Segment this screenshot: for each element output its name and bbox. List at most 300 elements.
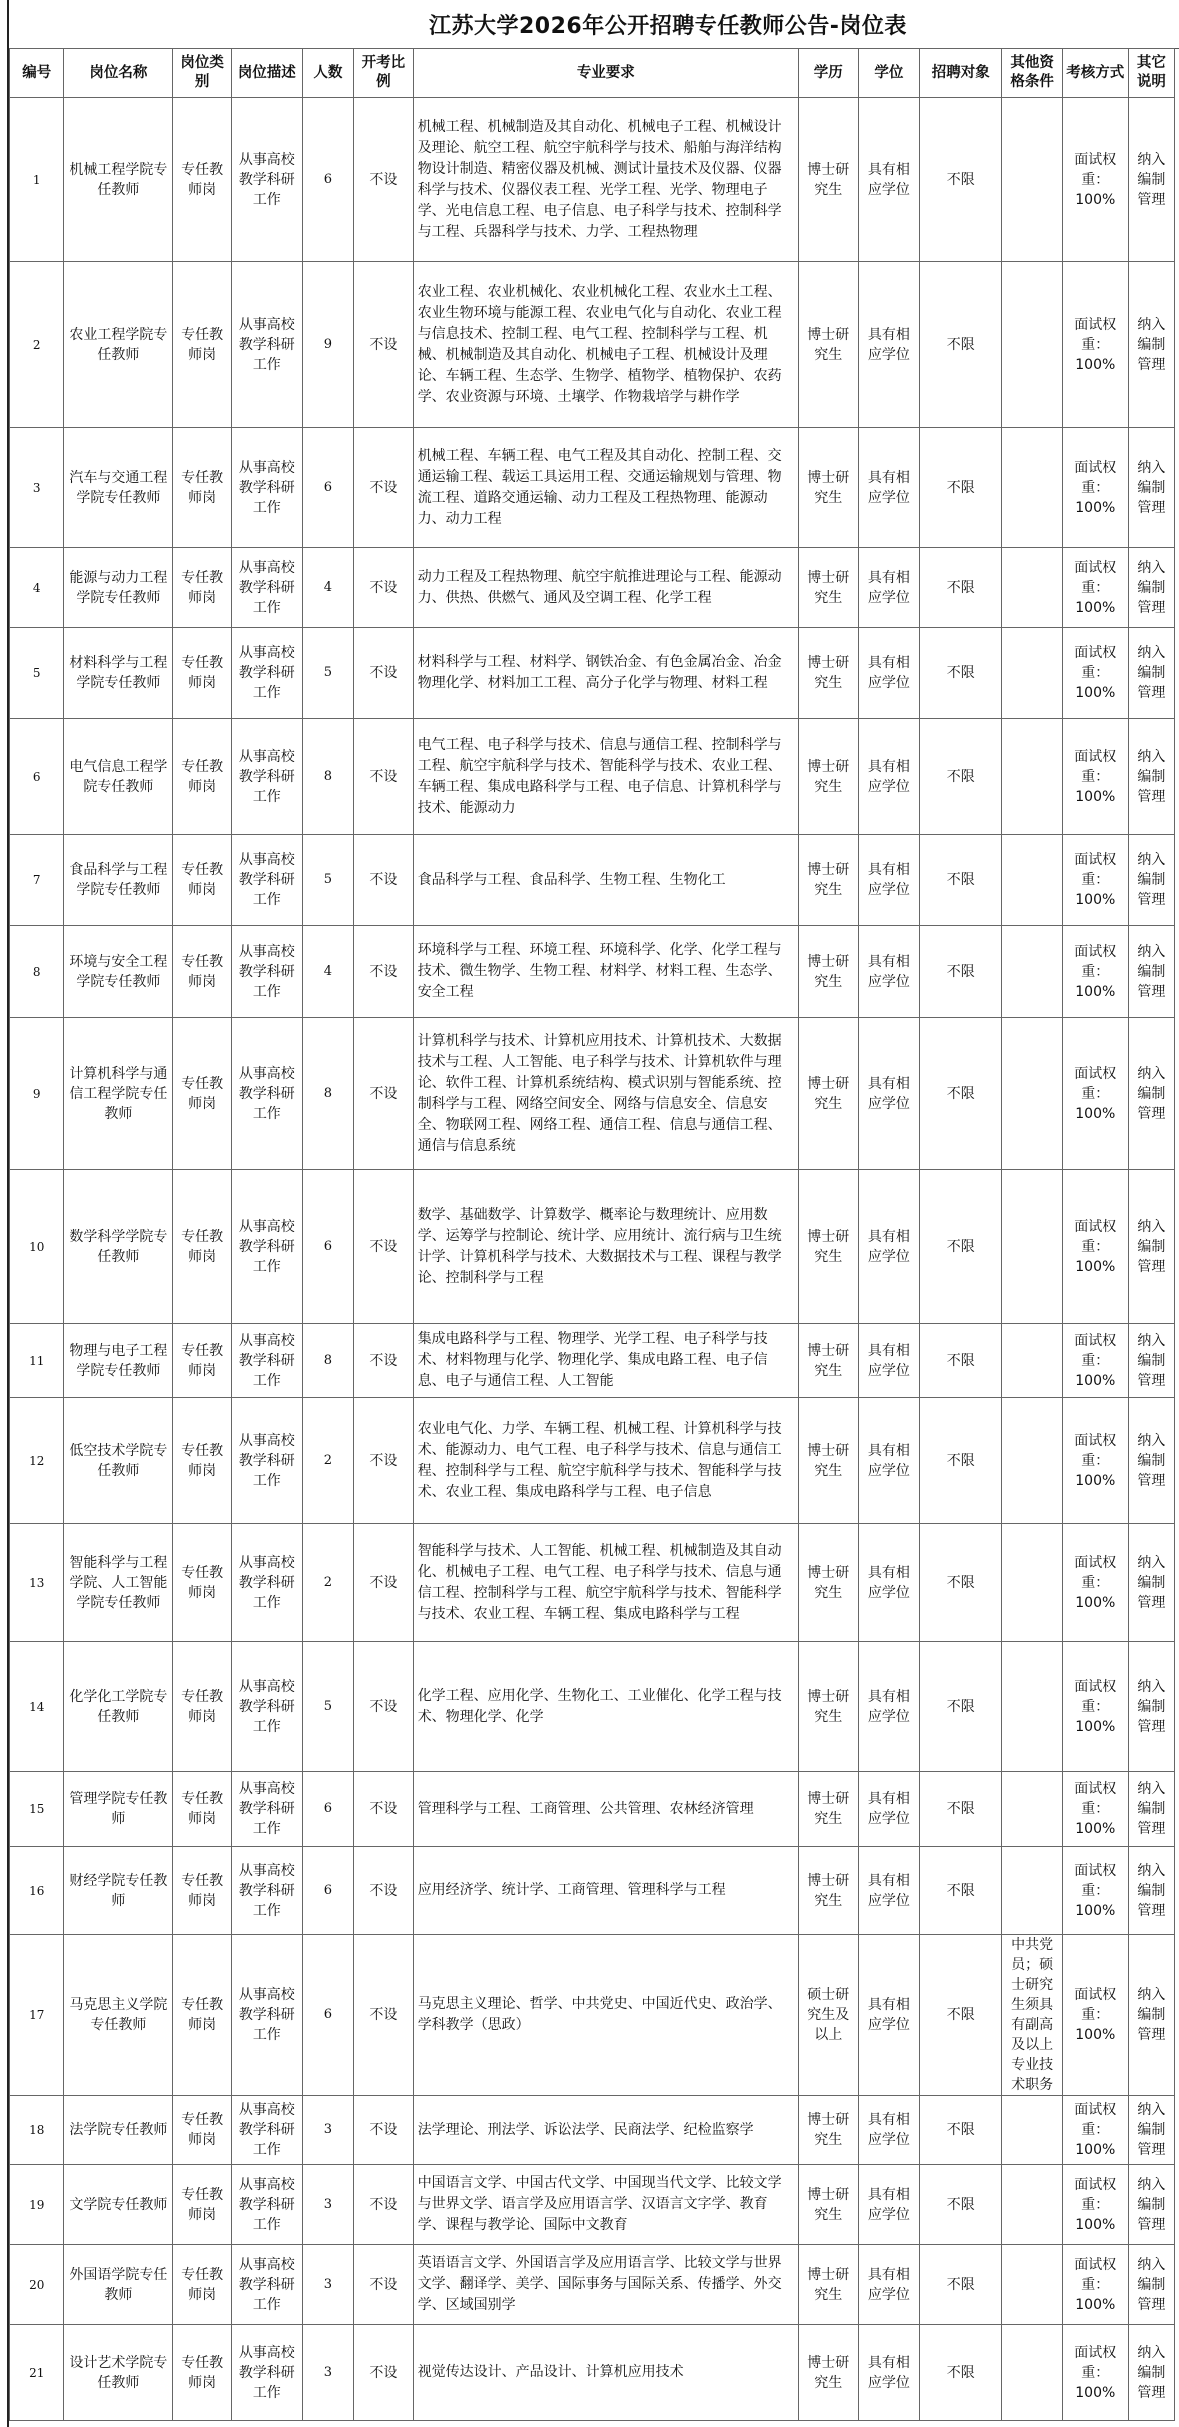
cell-target: 不限: [920, 1324, 1002, 1398]
cell-major: 法学理论、刑法学、诉讼法学、民商法学、纪检监察学: [413, 2096, 798, 2165]
cell-ratio: 不设: [354, 1642, 414, 1772]
cell-no: 1: [10, 98, 64, 262]
cell-degree: 具有相应学位: [858, 1772, 920, 1847]
cell-ratio: 不设: [354, 628, 414, 719]
cell-no: 11: [10, 1324, 64, 1398]
cell-other: [1002, 2096, 1063, 2165]
cell-target: 不限: [920, 2245, 1002, 2325]
cell-edu: 博士研究生: [798, 262, 858, 428]
cell-degree: 具有相应学位: [858, 2096, 920, 2165]
cell-exam: 面试权重：100%: [1062, 2245, 1128, 2325]
cell-name: 管理学院专任教师: [64, 1772, 173, 1847]
cell-note: 纳入编制管理: [1128, 1642, 1174, 1772]
cell-count: 6: [302, 428, 353, 548]
cell-other: [1002, 1772, 1063, 1847]
cell-other: [1002, 1847, 1063, 1935]
cell-count: 9: [302, 262, 353, 428]
cell-exam: 面试权重：100%: [1062, 98, 1128, 262]
cell-degree: 具有相应学位: [858, 2325, 920, 2421]
cell-desc: 从事高校教学科研工作: [231, 1642, 302, 1772]
cell-exam: 面试权重：100%: [1062, 1642, 1128, 1772]
cell-degree: 具有相应学位: [858, 428, 920, 548]
cell-edu: 博士研究生: [798, 2096, 858, 2165]
cell-no: 5: [10, 628, 64, 719]
cell-degree: 具有相应学位: [858, 1170, 920, 1324]
cell-major: 化学工程、应用化学、生物化工、工业催化、化学工程与技术、物理化学、化学: [413, 1642, 798, 1772]
cell-other: [1002, 98, 1063, 262]
cell-ratio: 不设: [354, 1772, 414, 1847]
table-row: [10, 628, 1175, 719]
cell-category: 专任教师岗: [173, 1018, 232, 1170]
cell-desc: 从事高校教学科研工作: [231, 2325, 302, 2421]
cell-desc: 从事高校教学科研工作: [231, 548, 302, 628]
cell-category: 专任教师岗: [173, 2096, 232, 2165]
cell-desc: 从事高校教学科研工作: [231, 98, 302, 262]
cell-target: 不限: [920, 548, 1002, 628]
cell-major: 农业工程、农业机械化、农业机械化工程、农业水土工程、农业生物环境与能源工程、农业电气化与自动化、农业工程与信息技术、控制工程、电气工程、控制科学与工程、机械、机械制造及其自动化、机械电子工程、机械设计及理论、车辆工程、生态学、生物学、植物学、植物保护、农药学、农业资源与环境、土壤学、作物栽培学与耕作学: [413, 262, 798, 428]
cell-note: 纳入编制管理: [1128, 1935, 1174, 2096]
cell-count: 5: [302, 835, 353, 926]
cell-exam: 面试权重：100%: [1062, 926, 1128, 1018]
cell-desc: 从事高校教学科研工作: [231, 628, 302, 719]
cell-other: 中共党员；硕士研究生须具有副高及以上专业技术职务: [1002, 1935, 1063, 2096]
cell-count: 8: [302, 1324, 353, 1398]
table-row: [10, 548, 1175, 628]
cell-ratio: 不设: [354, 98, 414, 262]
cell-note: 纳入编制管理: [1128, 1772, 1174, 1847]
cell-no: 21: [10, 2325, 64, 2421]
cell-degree: 具有相应学位: [858, 1847, 920, 1935]
cell-other: [1002, 835, 1063, 926]
cell-exam: 面试权重：100%: [1062, 2165, 1128, 2245]
cell-desc: 从事高校教学科研工作: [231, 2165, 302, 2245]
table-row: [10, 1524, 1175, 1642]
cell-name: 能源与动力工程学院专任教师: [64, 548, 173, 628]
cell-name: 电气信息工程学院专任教师: [64, 719, 173, 835]
cell-degree: 具有相应学位: [858, 1018, 920, 1170]
cell-major: 视觉传达设计、产品设计、计算机应用技术: [413, 2325, 798, 2421]
header-major: 专业要求: [413, 49, 798, 98]
cell-other: [1002, 262, 1063, 428]
table-row: [10, 428, 1175, 548]
header-no: 编号: [10, 49, 64, 98]
cell-no: 4: [10, 548, 64, 628]
cell-major: 英语语言文学、外国语言学及应用语言学、比较文学与世界文学、翻译学、美学、国际事务与国际关系、传播学、外交学、区域国别学: [413, 2245, 798, 2325]
cell-major: 应用经济学、统计学、工商管理、管理科学与工程: [413, 1847, 798, 1935]
cell-degree: 具有相应学位: [858, 548, 920, 628]
cell-degree: 具有相应学位: [858, 926, 920, 1018]
table-row: [10, 1935, 1175, 2096]
cell-note: 纳入编制管理: [1128, 262, 1174, 428]
cell-note: 纳入编制管理: [1128, 719, 1174, 835]
cell-category: 专任教师岗: [173, 1935, 232, 2096]
header-target: 招聘对象: [920, 49, 1002, 98]
cell-note: 纳入编制管理: [1128, 2096, 1174, 2165]
table-row: [10, 1398, 1175, 1524]
cell-name: 食品科学与工程学院专任教师: [64, 835, 173, 926]
cell-count: 3: [302, 2325, 353, 2421]
cell-exam: 面试权重：100%: [1062, 1847, 1128, 1935]
cell-major: 数学、基础数学、计算数学、概率论与数理统计、应用数学、运筹学与控制论、统计学、应用统计、流行病与卫生统计学、计算机科学与技术、大数据技术与工程、课程与教学论、控制科学与工程: [413, 1170, 798, 1324]
header-other: 其他资格条件: [1002, 49, 1063, 98]
cell-category: 专任教师岗: [173, 1324, 232, 1398]
cell-desc: 从事高校教学科研工作: [231, 1772, 302, 1847]
cell-ratio: 不设: [354, 1524, 414, 1642]
cell-degree: 具有相应学位: [858, 98, 920, 262]
cell-exam: 面试权重：100%: [1062, 628, 1128, 719]
cell-desc: 从事高校教学科研工作: [231, 1935, 302, 2096]
cell-count: 4: [302, 926, 353, 1018]
table-row: [10, 1642, 1175, 1772]
header-desc: 岗位描述: [231, 49, 302, 98]
cell-count: 2: [302, 1398, 353, 1524]
cell-no: 16: [10, 1847, 64, 1935]
cell-note: 纳入编制管理: [1128, 2165, 1174, 2245]
cell-category: 专任教师岗: [173, 262, 232, 428]
cell-target: 不限: [920, 428, 1002, 548]
cell-exam: 面试权重：100%: [1062, 262, 1128, 428]
table-row: [10, 719, 1175, 835]
cell-edu: 博士研究生: [798, 548, 858, 628]
cell-count: 5: [302, 1642, 353, 1772]
cell-degree: 具有相应学位: [858, 1524, 920, 1642]
cell-exam: 面试权重：100%: [1062, 1018, 1128, 1170]
cell-edu: 博士研究生: [798, 98, 858, 262]
cell-category: 专任教师岗: [173, 2325, 232, 2421]
cell-exam: 面试权重：100%: [1062, 1324, 1128, 1398]
cell-other: [1002, 2165, 1063, 2245]
cell-ratio: 不设: [354, 719, 414, 835]
cell-ratio: 不设: [354, 2165, 414, 2245]
cell-degree: 具有相应学位: [858, 262, 920, 428]
cell-category: 专任教师岗: [173, 428, 232, 548]
cell-degree: 具有相应学位: [858, 719, 920, 835]
cell-target: 不限: [920, 2325, 1002, 2421]
cell-other: [1002, 1170, 1063, 1324]
cell-ratio: 不设: [354, 2245, 414, 2325]
cell-other: [1002, 1324, 1063, 1398]
cell-count: 4: [302, 548, 353, 628]
cell-exam: 面试权重：100%: [1062, 835, 1128, 926]
cell-edu: 博士研究生: [798, 1524, 858, 1642]
cell-major: 机械工程、机械制造及其自动化、机械电子工程、机械设计及理论、航空工程、航空宇航科学与技术、船舶与海洋结构物设计制造、精密仪器及机械、测试计量技术及仪器、仪器科学与技术、仪器仪表工程、光学工程、光学、物理电子学、光电信息工程、电子信息、电子科学与技术、控制科学与工程、兵器科学与技术、力学、工程热物理: [413, 98, 798, 262]
cell-degree: 具有相应学位: [858, 1935, 920, 2096]
cell-desc: 从事高校教学科研工作: [231, 428, 302, 548]
cell-category: 专任教师岗: [173, 1847, 232, 1935]
table-row: [10, 2096, 1175, 2165]
cell-major: 食品科学与工程、食品科学、生物工程、生物化工: [413, 835, 798, 926]
header-name: 岗位名称: [64, 49, 173, 98]
cell-no: 15: [10, 1772, 64, 1847]
cell-no: 13: [10, 1524, 64, 1642]
cell-target: 不限: [920, 1398, 1002, 1524]
cell-category: 专任教师岗: [173, 98, 232, 262]
cell-name: 法学院专任教师: [64, 2096, 173, 2165]
cell-name: 财经学院专任教师: [64, 1847, 173, 1935]
cell-category: 专任教师岗: [173, 548, 232, 628]
cell-count: 8: [302, 1018, 353, 1170]
cell-edu: 博士研究生: [798, 1324, 858, 1398]
cell-ratio: 不设: [354, 428, 414, 548]
cell-exam: 面试权重：100%: [1062, 1398, 1128, 1524]
cell-edu: 硕士研究生及以上: [798, 1935, 858, 2096]
cell-exam: 面试权重：100%: [1062, 2096, 1128, 2165]
header-note: 其它说明: [1128, 49, 1174, 98]
cell-target: 不限: [920, 98, 1002, 262]
header-ratio: 开考比例: [354, 49, 414, 98]
table-row: [10, 2245, 1175, 2325]
cell-count: 2: [302, 1524, 353, 1642]
cell-target: 不限: [920, 1642, 1002, 1772]
cell-other: [1002, 628, 1063, 719]
cell-edu: 博士研究生: [798, 1847, 858, 1935]
table-row: [10, 1324, 1175, 1398]
cell-degree: 具有相应学位: [858, 835, 920, 926]
cell-degree: 具有相应学位: [858, 2245, 920, 2325]
cell-desc: 从事高校教学科研工作: [231, 719, 302, 835]
cell-name: 智能科学与工程学院、人工智能学院专任教师: [64, 1524, 173, 1642]
cell-target: 不限: [920, 719, 1002, 835]
cell-exam: 面试权重：100%: [1062, 719, 1128, 835]
header-exam: 考核方式: [1062, 49, 1128, 98]
cell-note: 纳入编制管理: [1128, 1324, 1174, 1398]
cell-count: 6: [302, 1847, 353, 1935]
cell-target: 不限: [920, 262, 1002, 428]
cell-exam: 面试权重：100%: [1062, 1524, 1128, 1642]
cell-name: 环境与安全工程学院专任教师: [64, 926, 173, 1018]
cell-name: 计算机科学与通信工程学院专任教师: [64, 1018, 173, 1170]
cell-target: 不限: [920, 1847, 1002, 1935]
cell-desc: 从事高校教学科研工作: [231, 1324, 302, 1398]
cell-desc: 从事高校教学科研工作: [231, 262, 302, 428]
cell-edu: 博士研究生: [798, 628, 858, 719]
cell-note: 纳入编制管理: [1128, 1398, 1174, 1524]
cell-no: 3: [10, 428, 64, 548]
cell-note: 纳入编制管理: [1128, 428, 1174, 548]
cell-edu: 博士研究生: [798, 2245, 858, 2325]
cell-edu: 博士研究生: [798, 1772, 858, 1847]
cell-edu: 博士研究生: [798, 1398, 858, 1524]
cell-target: 不限: [920, 1524, 1002, 1642]
cell-target: 不限: [920, 2165, 1002, 2245]
cell-target: 不限: [920, 628, 1002, 719]
cell-category: 专任教师岗: [173, 2245, 232, 2325]
table-row: [10, 1772, 1175, 1847]
cell-category: 专任教师岗: [173, 719, 232, 835]
cell-note: 纳入编制管理: [1128, 835, 1174, 926]
header-category: 岗位类别: [173, 49, 232, 98]
cell-no: 6: [10, 719, 64, 835]
cell-category: 专任教师岗: [173, 1170, 232, 1324]
cell-target: 不限: [920, 835, 1002, 926]
title-row: [9, 0, 1179, 49]
table-row: [10, 2325, 1175, 2421]
table-header-row: [10, 49, 1175, 98]
cell-desc: 从事高校教学科研工作: [231, 1018, 302, 1170]
cell-other: [1002, 1398, 1063, 1524]
cell-category: 专任教师岗: [173, 926, 232, 1018]
cell-no: 14: [10, 1642, 64, 1772]
cell-other: [1002, 548, 1063, 628]
cell-target: 不限: [920, 2096, 1002, 2165]
cell-exam: 面试权重：100%: [1062, 1935, 1128, 2096]
cell-ratio: 不设: [354, 1398, 414, 1524]
cell-name: 数学科学学院专任教师: [64, 1170, 173, 1324]
cell-name: 机械工程学院专任教师: [64, 98, 173, 262]
cell-name: 材料科学与工程学院专任教师: [64, 628, 173, 719]
cell-other: [1002, 1018, 1063, 1170]
cell-desc: 从事高校教学科研工作: [231, 1847, 302, 1935]
cell-note: 纳入编制管理: [1128, 2325, 1174, 2421]
cell-target: 不限: [920, 1772, 1002, 1847]
cell-other: [1002, 1524, 1063, 1642]
cell-note: 纳入编制管理: [1128, 2245, 1174, 2325]
cell-name: 化学化工学院专任教师: [64, 1642, 173, 1772]
cell-count: 6: [302, 98, 353, 262]
cell-count: 3: [302, 2096, 353, 2165]
cell-other: [1002, 428, 1063, 548]
cell-major: 农业电气化、力学、车辆工程、机械工程、计算机科学与技术、能源动力、电气工程、电子科学与技术、信息与通信工程、控制科学与工程、航空宇航科学与技术、智能科学与技术、农业工程、集成电路科学与工程、电子信息: [413, 1398, 798, 1524]
cell-note: 纳入编制管理: [1128, 548, 1174, 628]
cell-desc: 从事高校教学科研工作: [231, 1524, 302, 1642]
cell-note: 纳入编制管理: [1128, 1018, 1174, 1170]
cell-category: 专任教师岗: [173, 835, 232, 926]
header-degree: 学位: [858, 49, 920, 98]
cell-target: 不限: [920, 1170, 1002, 1324]
cell-name: 文学院专任教师: [64, 2165, 173, 2245]
cell-exam: 面试权重：100%: [1062, 1772, 1128, 1847]
job-table: [9, 48, 1175, 2421]
cell-edu: 博士研究生: [798, 926, 858, 1018]
cell-no: 12: [10, 1398, 64, 1524]
cell-count: 8: [302, 719, 353, 835]
cell-no: 10: [10, 1170, 64, 1324]
cell-note: 纳入编制管理: [1128, 1170, 1174, 1324]
cell-exam: 面试权重：100%: [1062, 548, 1128, 628]
table-row: [10, 835, 1175, 926]
cell-category: 专任教师岗: [173, 1398, 232, 1524]
cell-no: 8: [10, 926, 64, 1018]
cell-ratio: 不设: [354, 926, 414, 1018]
cell-note: 纳入编制管理: [1128, 926, 1174, 1018]
cell-note: 纳入编制管理: [1128, 628, 1174, 719]
cell-ratio: 不设: [354, 1847, 414, 1935]
cell-major: 计算机科学与技术、计算机应用技术、计算机技术、大数据技术与工程、人工智能、电子科学与技术、计算机软件与理论、软件工程、计算机系统结构、模式识别与智能系统、控制科学与工程、网络空间安全、网络与信息安全、信息安全、物联网工程、网络工程、通信工程、信息与通信工程、通信与信息系统: [413, 1018, 798, 1170]
cell-target: 不限: [920, 1935, 1002, 2096]
cell-category: 专任教师岗: [173, 1642, 232, 1772]
cell-count: 3: [302, 2245, 353, 2325]
cell-major: 集成电路科学与工程、物理学、光学工程、电子科学与技术、材料物理与化学、物理化学、集成电路工程、电子信息、电子与通信工程、人工智能: [413, 1324, 798, 1398]
cell-desc: 从事高校教学科研工作: [231, 835, 302, 926]
cell-no: 9: [10, 1018, 64, 1170]
cell-ratio: 不设: [354, 2096, 414, 2165]
cell-name: 设计艺术学院专任教师: [64, 2325, 173, 2421]
cell-note: 纳入编制管理: [1128, 1524, 1174, 1642]
cell-count: 3: [302, 2165, 353, 2245]
table-row: [10, 2165, 1175, 2245]
cell-edu: 博士研究生: [798, 1170, 858, 1324]
cell-ratio: 不设: [354, 1324, 414, 1398]
cell-desc: 从事高校教学科研工作: [231, 2096, 302, 2165]
cell-ratio: 不设: [354, 835, 414, 926]
header-count: 人数: [302, 49, 353, 98]
cell-no: 18: [10, 2096, 64, 2165]
cell-name: 低空技术学院专任教师: [64, 1398, 173, 1524]
document-title: 江苏大学2026年公开招聘专任教师公告-岗位表: [429, 14, 907, 39]
cell-edu: 博士研究生: [798, 2325, 858, 2421]
cell-ratio: 不设: [354, 2325, 414, 2421]
cell-other: [1002, 926, 1063, 1018]
cell-no: 2: [10, 262, 64, 428]
cell-name: 外国语学院专任教师: [64, 2245, 173, 2325]
cell-degree: 具有相应学位: [858, 1398, 920, 1524]
cell-other: [1002, 2325, 1063, 2421]
cell-desc: 从事高校教学科研工作: [231, 1170, 302, 1324]
cell-count: 6: [302, 1772, 353, 1847]
table-row: [10, 98, 1175, 262]
table-row: [10, 262, 1175, 428]
cell-degree: 具有相应学位: [858, 628, 920, 719]
table-row: [10, 926, 1175, 1018]
cell-major: 动力工程及工程热物理、航空宇航推进理论与工程、能源动力、供热、供燃气、通风及空调工程、化学工程: [413, 548, 798, 628]
cell-desc: 从事高校教学科研工作: [231, 926, 302, 1018]
cell-edu: 博士研究生: [798, 1018, 858, 1170]
cell-ratio: 不设: [354, 1170, 414, 1324]
cell-major: 智能科学与技术、人工智能、机械工程、机械制造及其自动化、机械电子工程、电气工程、电子科学与技术、信息与通信工程、控制科学与工程、航空宇航科学与技术、智能科学与技术、农业工程、车辆工程、集成电路科学与工程: [413, 1524, 798, 1642]
cell-note: 纳入编制管理: [1128, 98, 1174, 262]
cell-name: 马克思主义学院专任教师: [64, 1935, 173, 2096]
cell-edu: 博士研究生: [798, 1642, 858, 1772]
cell-category: 专任教师岗: [173, 1524, 232, 1642]
cell-ratio: 不设: [354, 1935, 414, 2096]
cell-category: 专任教师岗: [173, 628, 232, 719]
cell-category: 专任教师岗: [173, 1772, 232, 1847]
cell-name: 物理与电子工程学院专任教师: [64, 1324, 173, 1398]
cell-degree: 具有相应学位: [858, 1324, 920, 1398]
cell-exam: 面试权重：100%: [1062, 1170, 1128, 1324]
cell-major: 材料科学与工程、材料学、钢铁冶金、有色金属冶金、冶金物理化学、材料加工工程、高分子化学与物理、材料工程: [413, 628, 798, 719]
cell-other: [1002, 2245, 1063, 2325]
cell-target: 不限: [920, 926, 1002, 1018]
cell-exam: 面试权重：100%: [1062, 2325, 1128, 2421]
cell-desc: 从事高校教学科研工作: [231, 2245, 302, 2325]
cell-no: 19: [10, 2165, 64, 2245]
cell-count: 5: [302, 628, 353, 719]
cell-category: 专任教师岗: [173, 2165, 232, 2245]
cell-target: 不限: [920, 1018, 1002, 1170]
cell-edu: 博士研究生: [798, 835, 858, 926]
cell-note: 纳入编制管理: [1128, 1847, 1174, 1935]
cell-desc: 从事高校教学科研工作: [231, 1398, 302, 1524]
cell-exam: 面试权重：100%: [1062, 428, 1128, 548]
cell-degree: 具有相应学位: [858, 2165, 920, 2245]
cell-edu: 博士研究生: [798, 428, 858, 548]
cell-count: 6: [302, 1935, 353, 2096]
cell-other: [1002, 719, 1063, 835]
cell-name: 农业工程学院专任教师: [64, 262, 173, 428]
cell-ratio: 不设: [354, 262, 414, 428]
cell-major: 马克思主义理论、哲学、中共党史、中国近代史、政治学、学科教学（思政）: [413, 1935, 798, 2096]
cell-no: 17: [10, 1935, 64, 2096]
cell-ratio: 不设: [354, 548, 414, 628]
table-row: [10, 1170, 1175, 1324]
cell-edu: 博士研究生: [798, 719, 858, 835]
cell-degree: 具有相应学位: [858, 1642, 920, 1772]
header-edu: 学历: [798, 49, 858, 98]
cell-major: 管理科学与工程、工商管理、公共管理、农林经济管理: [413, 1772, 798, 1847]
cell-edu: 博士研究生: [798, 2165, 858, 2245]
table-row: [10, 1018, 1175, 1170]
